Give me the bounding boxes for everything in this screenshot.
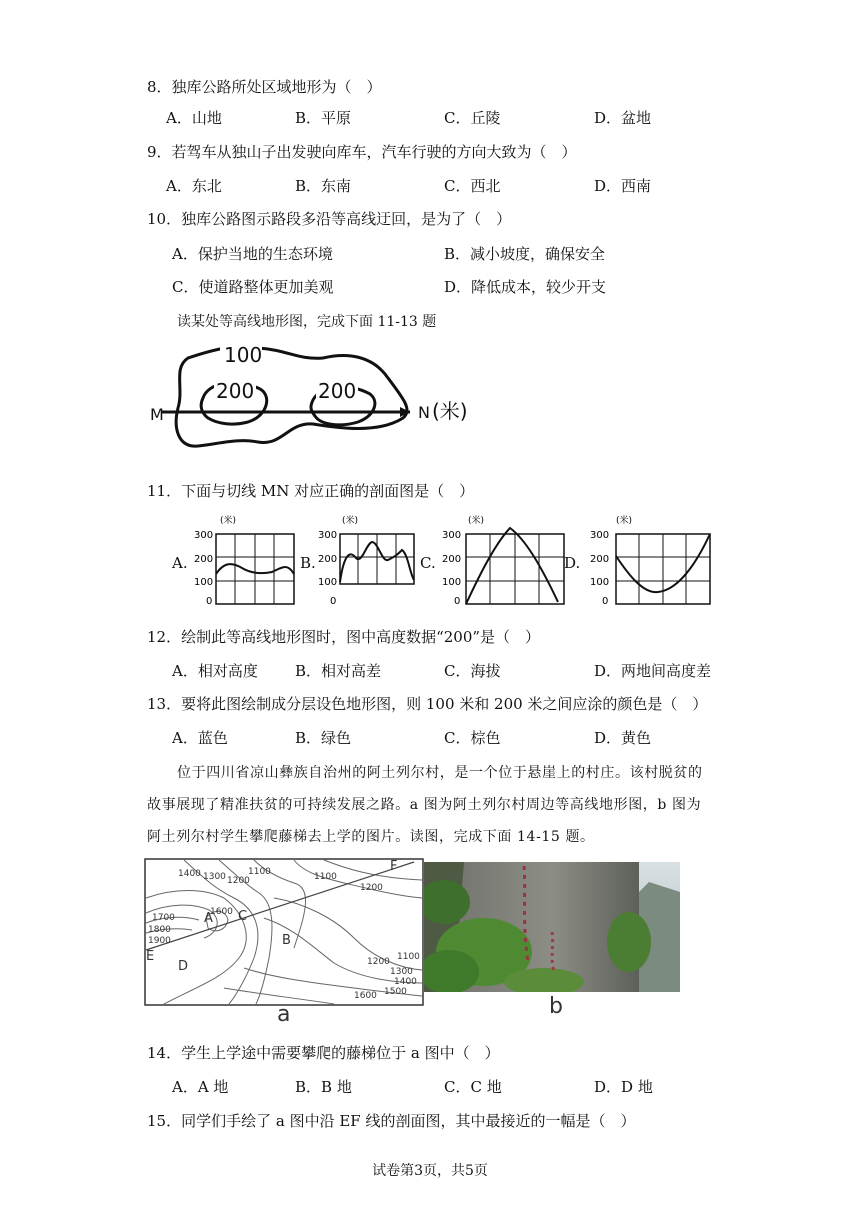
svg-text:200: 200 <box>442 554 462 565</box>
q9-option-c[interactable]: C．西北 <box>444 177 501 195</box>
question-9-stem: 9．若驾车从独山子出发驶向库车，汽车行驶的方向大致为（ ） <box>147 143 577 161</box>
question-14-stem: 14．学生上学途中需要攀爬的藤梯位于 a 图中（ ） <box>147 1044 500 1062</box>
q9-option-a[interactable]: A．东北 <box>166 177 222 195</box>
q8-option-d[interactable]: D．盆地 <box>594 109 652 127</box>
passage-line-2: 故事展现了精准扶贫的可持续发展之路。a 图为阿土列尔村周边等高线地形图，b 图为 <box>147 797 702 813</box>
q11-option-d[interactable]: D. <box>564 554 581 572</box>
point-e: E <box>146 949 155 964</box>
q12-option-c[interactable]: C．海拔 <box>444 662 501 680</box>
svg-text:1200: 1200 <box>360 883 383 893</box>
map-a-figure <box>144 858 424 1006</box>
question-12-stem: 12．绘制此等高线地形图时，图中高度数据“200”是（ ） <box>147 628 541 646</box>
q13-option-b[interactable]: B．绿色 <box>295 729 352 747</box>
svg-text:1300: 1300 <box>390 967 413 977</box>
svg-text:1400: 1400 <box>178 869 201 879</box>
svg-text:100: 100 <box>318 577 338 588</box>
contour-label-200-left: 200 <box>216 379 255 403</box>
point-f: F <box>390 859 398 874</box>
page-footer: 试卷第3页，共5页 <box>372 1163 488 1179</box>
passage-line-3: 阿土列尔村学生攀爬藤梯去上学的图片。读图，完成下面 14-15 题。 <box>147 829 595 845</box>
svg-text:1700: 1700 <box>152 913 175 923</box>
contour-map-figure <box>148 338 488 458</box>
svg-text:0: 0 <box>206 596 213 606</box>
photo-b-cliff-image <box>424 862 680 992</box>
passage-line-1: 位于四川省凉山彝族自治州的阿土列尔村，是一个位于悬崖上的村庄。该村脱贫的 <box>177 765 703 781</box>
q9-option-b[interactable]: B．东南 <box>295 177 352 195</box>
q8-option-b[interactable]: B．平原 <box>295 109 352 127</box>
point-m-label: M <box>150 405 164 424</box>
q10-option-a[interactable]: A．保护当地的生态环境 <box>172 245 333 263</box>
contour-label-200-right: 200 <box>318 379 357 403</box>
svg-text:100: 100 <box>194 577 214 588</box>
q11-option-c[interactable]: C. <box>420 554 436 572</box>
q10-option-c[interactable]: C．使道路整体更加美观 <box>172 278 334 296</box>
svg-text:300: 300 <box>318 530 338 541</box>
profile-a <box>192 514 302 606</box>
svg-text:300: 300 <box>194 530 214 541</box>
point-d: D <box>178 959 189 974</box>
point-a: A <box>204 911 213 926</box>
question-15-stem: 15．同学们手绘了 a 图中沿 EF 线的剖面图，其中最接近的一幅是（ ） <box>147 1112 636 1130</box>
question-11-stem: 11．下面与切线 MN 对应正确的剖面图是（ ） <box>147 482 475 500</box>
profile-d <box>588 514 718 606</box>
svg-text:1500: 1500 <box>384 987 407 997</box>
q11-option-b[interactable]: B. <box>300 554 316 572</box>
q13-option-c[interactable]: C．棕色 <box>444 729 501 747</box>
svg-text:(米): (米) <box>616 516 633 526</box>
q8-option-c[interactable]: C．丘陵 <box>444 109 501 127</box>
svg-text:1800: 1800 <box>148 925 171 935</box>
q12-option-d[interactable]: D．两地间高度差 <box>594 662 712 680</box>
svg-text:100: 100 <box>442 577 462 588</box>
q9-option-d[interactable]: D．西南 <box>594 177 652 195</box>
question-10-stem: 10．独库公路图示路段多沿等高线迂回，是为了（ ） <box>147 210 512 228</box>
photo-b-caption: b <box>549 994 563 1019</box>
svg-text:1100: 1100 <box>397 952 420 962</box>
svg-text:1600: 1600 <box>210 907 233 917</box>
map-a-caption: a <box>277 1002 291 1027</box>
svg-text:(米): (米) <box>220 516 237 526</box>
svg-text:1900: 1900 <box>148 936 171 946</box>
point-n-label: N <box>418 403 430 422</box>
q12-option-a[interactable]: A．相对高度 <box>172 662 258 680</box>
svg-text:1600: 1600 <box>354 991 377 1001</box>
contour-label-100: 100 <box>224 343 263 367</box>
svg-text:1200: 1200 <box>227 876 250 886</box>
q13-option-d[interactable]: D．黄色 <box>594 729 652 747</box>
svg-text:1100: 1100 <box>248 867 271 877</box>
svg-text:(米): (米) <box>468 516 485 526</box>
unit-label: (米) <box>432 399 468 423</box>
svg-text:200: 200 <box>194 554 214 565</box>
q8-option-a[interactable]: A．山地 <box>166 109 222 127</box>
svg-text:0: 0 <box>454 596 461 606</box>
point-b: B <box>282 933 291 948</box>
q14-option-a[interactable]: A．A 地 <box>172 1078 229 1096</box>
svg-text:1100: 1100 <box>314 872 337 882</box>
svg-text:1400: 1400 <box>394 977 417 987</box>
question-13-stem: 13．要将此图绘制成分层设色地形图，则 100 米和 200 米之间应涂的颜色是（ ） <box>147 695 708 713</box>
svg-text:100: 100 <box>590 577 610 588</box>
q14-option-c[interactable]: C．C 地 <box>444 1078 502 1096</box>
q14-option-d[interactable]: D．D 地 <box>594 1078 653 1096</box>
q11-option-a[interactable]: A. <box>172 554 188 572</box>
intro-11-13: 读某处等高线地形图，完成下面 11-13 题 <box>177 314 437 330</box>
svg-text:0: 0 <box>602 596 609 606</box>
svg-text:0: 0 <box>330 596 337 606</box>
q14-option-b[interactable]: B．B 地 <box>295 1078 352 1096</box>
svg-text:200: 200 <box>590 554 610 565</box>
svg-text:1200: 1200 <box>367 957 390 967</box>
profile-c <box>440 514 570 606</box>
question-8-stem: 8．独库公路所处区域地形为（ ） <box>147 78 382 96</box>
q12-option-b[interactable]: B．相对高差 <box>295 662 382 680</box>
svg-text:(米): (米) <box>342 516 359 526</box>
q13-option-a[interactable]: A．蓝色 <box>172 729 228 747</box>
svg-text:300: 300 <box>442 530 462 541</box>
profile-b <box>316 514 426 606</box>
svg-text:300: 300 <box>590 530 610 541</box>
svg-text:1300: 1300 <box>203 872 226 882</box>
q10-option-d[interactable]: D．降低成本，较少开支 <box>444 278 607 296</box>
point-c: C <box>238 909 248 924</box>
svg-text:200: 200 <box>318 554 338 565</box>
q10-option-b[interactable]: B．减小坡度，确保安全 <box>444 245 606 263</box>
